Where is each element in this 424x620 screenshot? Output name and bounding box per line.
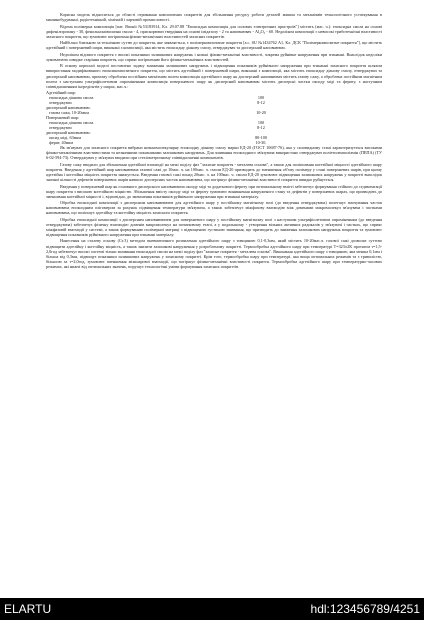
ingredient-name: Поверхневий шар: — [46, 114, 80, 120]
ingredient-amount: 100 — [257, 94, 265, 100]
ingredient-name: отверджувач — [49, 124, 72, 130]
ingredient-name: Адгезійний шар: — [46, 89, 76, 95]
app-name: ELARTU — [4, 602, 52, 616]
paragraph: Газову сажу вводили для збільшення адгезійної взаємодії на межі поділу фаз "захисне покриття - металева основа", а також для поліпшення когезійної міцності адгезійного шару покриття. Введення у адгезійний шар наповнювача газової сажі до 10мас. ч. на 100мас. ч. смоли ЕД-20 призводить до зменшення об'єму полімеру у стані поверхневих шарів, при цьому адгезійна і когезійна міцність покриття знижується. Введення газової сажі понад 20мас. ч. на 100мас. ч. смоли ЕД-20 зумовлює підвищення залишкових напружень у покритті внаслідок значної кількості дефектів поверхневих шарів навколо дисперсних часток наповнювача, що погіршує фізико-механічні властивості покриття швидко руйнується. — [46, 161, 382, 182]
ingredient-name: газова сажа, 10-20мкм — [49, 109, 89, 115]
paragraph: Обробка епоксидної композиції з дисперсним наповнювачем для поверхневого шару у постійному магнітному полі з наступним ультрафіолетовим опроміненням (до введення отверджувача) забезпечує фізичну взаємодію доменів макромолекул на початковому етапі, а у подальшому - утворення вільних активних радикалів у зв'язувачі і частках, що сприяє міжфазовій взаємодії у системі, а також формуванню полімерної матриці з підвищеною густиною зшивання, що призводить до зниження залишкових напружень покриття та зумовлює підвищення показників руйнівного напруження при згинанні матеріалу. — [46, 216, 382, 237]
ingredient-name: оксид міді, 63мкм — [49, 135, 82, 141]
composition-formula — [46, 90, 382, 146]
ingredient-name: епоксидна діанова смола — [49, 94, 94, 100]
paragraph: Як зв'язувач для захисного покриття вибрано низькомолекулярну епоксидну діанову смолу марки ЕД-20 (ГОСТ 10687-76), яка у скловидному стані характеризується високими фізико-механічними властивостями та незначними показниками залишкових напружень. Для зшивання епоксидного зв'язувача використано отверджувач поліетиленполіамін (ПЕПА) (ТУ 6-02-594-73). Отверджувач у зв'язувач вводили при стехіометричному співвідношенні компонентів. — [46, 145, 382, 161]
ingredient-amount: 10-20 — [256, 109, 266, 115]
ingredient-amount: 8-12 — [257, 124, 265, 130]
paragraph: Відома полімерна композиція [пат. Японії №53183914, Кл. 29.07.88 "Епоксидна композиція для силових електричних пристроїв"] містить (мас. ч.): епоксидна смола на основі дифенілпропану - 30, фенольноноволачна смола - 4, прискорювач твердіння на основі імідазолу - 2 та наповнювач - Al₂O₃ - 60. Недоліком композиції є невисокі триботехнічні властивості захисного покриття, що зумовлює погіршення фізико-механічних властивостей захисних покриттів. — [46, 23, 382, 39]
document-text — [46, 12, 382, 269]
paragraph: Недоліком відомого покриття є високі показники залишкових напружень і низькі фізико-механічні властивості, зокрема руйнівне напруження при згинанні. Внаслідок недоліки зумовлюють швидке старіння покриття, що сприяє погіршенню його фізико-механічних властивостей. — [46, 51, 382, 62]
ingredient-amount: 100 — [257, 119, 265, 125]
ingredient-amount: 10-30. — [255, 140, 267, 146]
paragraph: Найбільш близькою за технічною суттю до покриття, яке заявляється, є полімеркомпозитне покриття [а.с. SU №1434762 А1, Кл. ДСК "Полімеркомпозитне покриття"], що містить адгезійний і поверхневий шари, виконані з композиції, яка містить епоксидну діанову смолу, отверджувач та дисперсний наповнювач. — [46, 40, 382, 51]
ingredient-name: дисперсний наповнювач: — [46, 130, 91, 136]
paragraph: В основу корисної моделі поставлено задачу зниження залишкових напружень і підвищення показників руйнівного напруження при згинанні захисного покриття шляхом використання модифікованого епоксикомпозитного покриття, що містить адгезійний і поверхневий шари, виконані з композиції, яка містить епоксидну діанову смолу, отверджувач та дисперсний наповнювач, причому оброблена постійним магнітним полем композиція адгезійного шару як дисперсний наповнювач містить газову сажу, а оброблена постійним магнітним полем з наступним ультрафіолетовим опроміненням композиція поверхневого шару як дисперсний наповнювач містить дисперсні частки оксиду міді та фериту, з наступним співвідношенням інгредієнтів у шарах, мас.ч.: — [46, 63, 382, 89]
paragraph: Введення у поверхневий шар як основного дисперсного наповнювача оксиду міді та додаткового фериту при оптимальному вмісті забезпечує формування стійкого до седиментації шару покриття з високою когезійною міцністю. Збільшення вмісту оксиду міді та фериту зумовлює виникнення напруженого стану та дефектів у поверхневих шарах, що призводить до зменшення когезійної міцності і, відповідно, до зменшення показників руйнівного напруження при згинанні матеріалу. — [46, 183, 382, 199]
ingredient-amount: 8-12 — [257, 99, 265, 105]
paragraph: Нанесення на сталеву основу (Ст.3) методом пневматичного розпилення адгезійного шару з товщиною 0,1-0,3мм, який містить 10-20мас.ч. газової сажі дозволяє суттєво підвищити адгезійну і когезійну міцність, а також знизити залишкові напруження у розробленому покритті. Термообробка адгезійного шару при температурі T=323±2K протягом τ=1,5-2,0год забезпечує високі системі тільки зшивання епоксидної смоли на межі поділу фаз "захисне покриття - металева основа". Виконання адгезійного шару з товщиною, яка менша 0,1мм і більша від 0,3мм, підвищує показники залишкових напружень у захисному покритті. Крім того, термообробка шару при температурі, яка вища оптимальних режимів та з тривалістю, більшою за τ=2,0год, зумовлює зменшення міжшарової взаємодії, що погіршує фізико-механічні властивості покриття. Термообробка адгезійного шару при температурно-часових режимах, які нижчі від оптимальних значень, порушує технологічні умови формування захисних покриттів. — [46, 238, 382, 269]
ingredient-amount: 80-100 — [255, 135, 267, 141]
ingredient-name: отверджувач — [49, 99, 72, 105]
document-handle: hdl:123456789/4251 — [310, 602, 420, 616]
status-bar — [0, 598, 424, 620]
paragraph: Корисна модель відноситься до області отримання композитних покриттів для збільшення ресурсу роботи деталей машин та механізмів технологічного устаткування в машинобудуванні, радіотехнікній, хімічній і харчовій промисловості. — [46, 12, 382, 23]
ingredient-name: ферит, 40мкм — [49, 140, 74, 146]
paragraph: Обробка епоксидної композиції з дисперсним наповнювачем для адгезійного шару у постійному магнітному полі (до введення отверджувача) полегшує змочування часток наповнювача епоксидним олігомером за рахунок підвищення температури зв'язувача, а також забезпечує міжфазову взаємодію між доменами макромолекул зв'язувача і частками наповнювача, що поліпшує адгезійну та когезійну міцність захисного покриття. — [46, 200, 382, 216]
ingredient-name: дисперсний наповнювач: — [46, 104, 91, 110]
ingredient-name: епоксидна діанова смола — [49, 119, 94, 125]
